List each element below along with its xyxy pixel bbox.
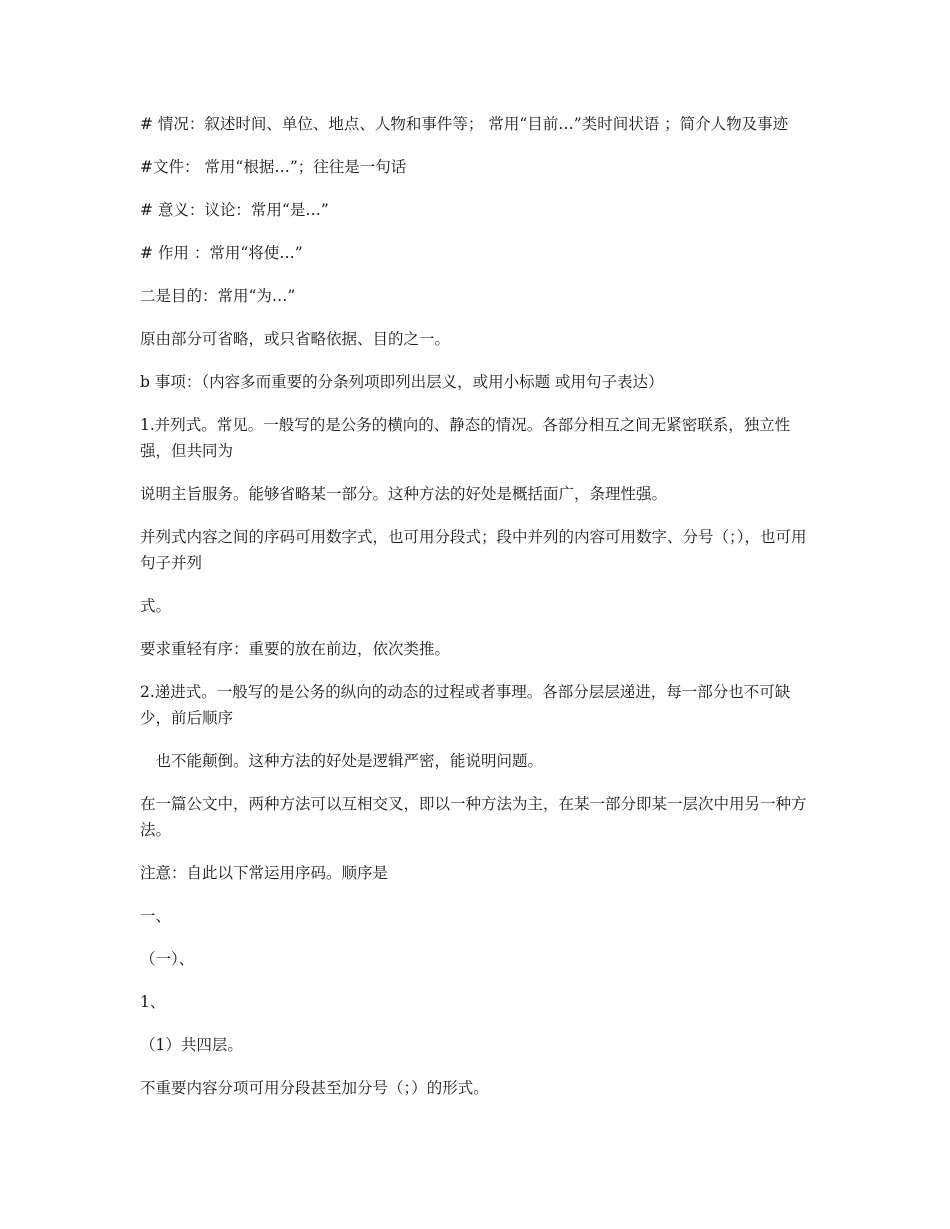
paragraph-documents: #文件： 常用“根据…”；往往是一句话 xyxy=(140,158,407,176)
paragraph-reason-omit: 原由部分可省略，或只省略依据、目的之一。 xyxy=(140,330,451,348)
paragraph-priority: 要求重轻有序：重要的放在前边，依次类推。 xyxy=(140,640,451,658)
document-body xyxy=(140,111,812,1101)
paragraph-parallel-end: 式。 xyxy=(140,597,172,615)
paragraph-level-3: 1、 xyxy=(140,993,166,1011)
paragraph-level-1: 一、 xyxy=(140,907,172,925)
paragraph-level-2: （一）、 xyxy=(140,950,195,968)
paragraph-level-4: （1）共四层。 xyxy=(140,1036,243,1054)
paragraph-progressive-cont: 也不能颠倒。这种方法的好处是逻辑严密，能说明问题。 xyxy=(140,752,544,770)
paragraph-matters: b 事项：（内容多而重要的分条列项即列出层义，或用小标题 或用句子表达） xyxy=(140,373,664,391)
paragraph-minor-items: 不重要内容分项可用分段甚至加分号（；）的形式。 xyxy=(140,1079,489,1097)
paragraph-parallel-cont: 说明主旨服务。能够省略某一部分。这种方法的好处是概括面广，条理性强。 xyxy=(140,485,668,503)
paragraph-purpose: 二是目的：常用“为…” xyxy=(140,287,296,305)
paragraph-parallel-numbering: 并列式内容之间的序码可用数字式，也可用分段式；段中并列的内容可用数字、分号（；），也可用句子并列 xyxy=(140,528,807,572)
paragraph-situation: # 情况：叙述时间、单位、地点、人物和事件等； 常用“目前…”类时间状语 ；简介人物及事迹 xyxy=(140,115,789,133)
paragraph-significance: # 意义：议论：常用“是…” xyxy=(140,201,329,219)
paragraph-progressive: 2.递进式。一般写的是公务的纵向的动态的过程或者事理。各部分层层递进，每一部分也不可缺少，前后顺序 xyxy=(140,683,791,727)
paragraph-combined: 在一篇公文中，两种方法可以互相交叉，即以一种方法为主，在某一部分即某一层次中用另一种方法。 xyxy=(140,795,807,839)
paragraph-parallel: 1.并列式。常见。一般写的是公务的横向的、静态的情况。各部分相互之间无紧密联系，独立性强，但共同为 xyxy=(140,416,791,460)
paragraph-effect: # 作用 ：常用“将使…” xyxy=(140,244,303,262)
paragraph-note: 注意：自此以下常运用序码。顺序是 xyxy=(140,864,389,882)
